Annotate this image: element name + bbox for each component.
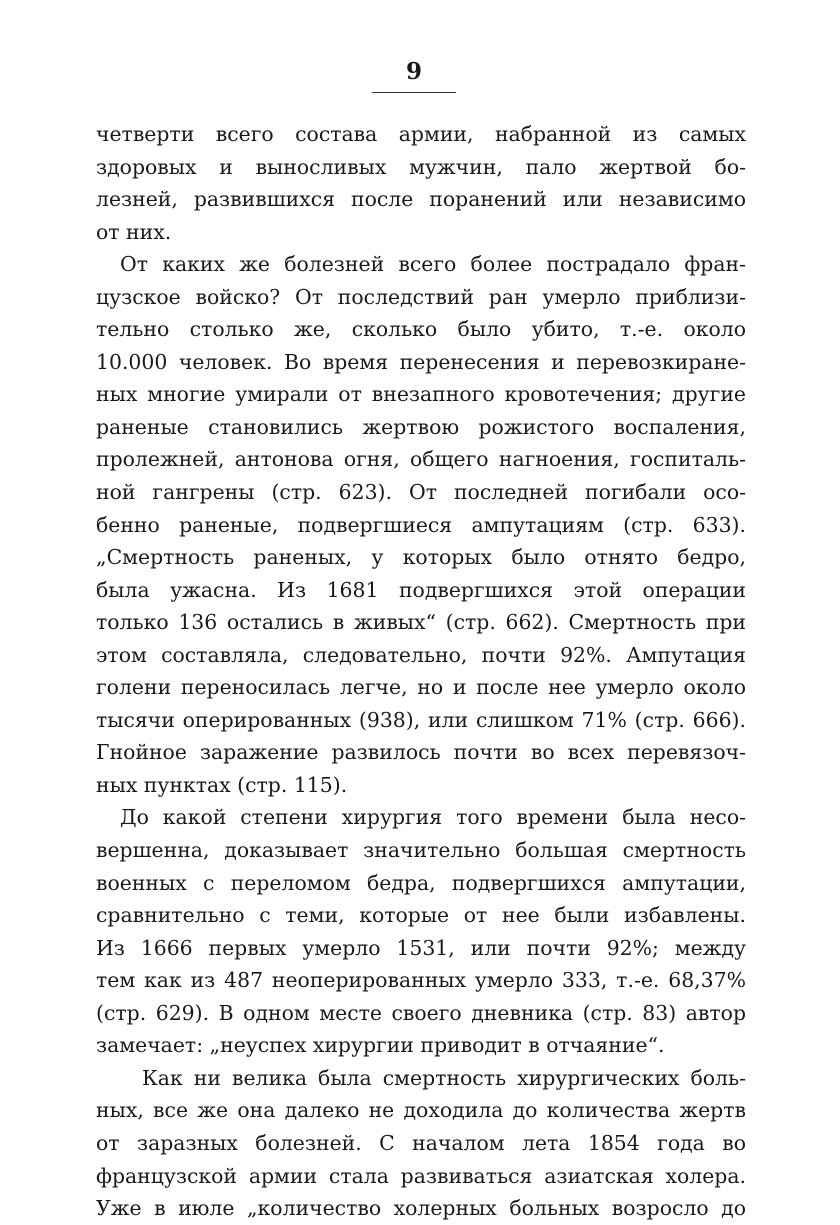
text-line: От каких же болезней всего более пострадало фран- [120, 252, 746, 277]
text-line: раненые становились жертвою рожистого воспаления, [96, 414, 746, 439]
text-line: сравнительно с теми, которые от нее были избавлены. [96, 903, 746, 928]
text-line: этом составляла, следовательно, почти 92%. Ампутация [96, 642, 746, 667]
text-line: бенно раненые, подвергшиеся ампутациям (стр. 633). [96, 512, 746, 537]
text-line: замечает: „неуспех хирургии приводит в отчаяние“. [96, 1033, 665, 1058]
text-line: голени переносилась легче, но и после нее умерло около [96, 675, 746, 700]
text-line: четверти всего состава армии, набранной из самых [96, 122, 746, 146]
text-line: (стр. 629). В одном месте своего дневника (стр. 83) автор [96, 1000, 746, 1025]
text-line: вершенна, доказывает значительно большая смертность [96, 838, 746, 863]
text-line: цузское войско? От последствий ран умерло приблизи- [96, 284, 746, 309]
text-line: „Смертность раненых, у которых было отнято бедро, [96, 545, 746, 570]
text-line: тем как из 487 неоперированных умерло 333, т.-е. 68,37% [96, 968, 746, 993]
text-line: Уже в июле „количество холерных больных возросло до [96, 1196, 746, 1221]
text-line: Из 1666 первых умерло 1531, или почти 92%; между [96, 935, 746, 960]
text-line: здоровых и выносливых мужчин, пало жертвой бо- [96, 154, 746, 179]
body-text [96, 118, 746, 1225]
page-number: 9 [405, 58, 422, 85]
header-rule [372, 92, 456, 93]
text-line: ных, все же она далеко не доходила до количества жертв [96, 1098, 746, 1123]
text-line: 10.000 человек. Во время перенесения и перевозкиране- [96, 349, 746, 374]
text-line: Как ни велика была смертность хирургических боль- [142, 1065, 746, 1090]
text-line: тысячи оперированных (938), или слишком 71% (стр. 666). [96, 707, 746, 732]
text-line: только 136 остались в живых“ (стр. 662). Смертность при [96, 610, 746, 635]
text-line: военных с переломом бедра, подвергшихся ампутации, [96, 870, 746, 895]
text-line: была ужасна. Из 1681 подвергшихся этой операции [96, 577, 746, 602]
text-line: ных пунктах (стр. 115). [96, 772, 348, 797]
text-line: от них. [96, 219, 172, 244]
text-line: ной гангрены (стр. 623). От последней погибали осо- [96, 480, 746, 505]
text-line: До какой степени хирургия того времени была несо- [120, 805, 746, 830]
text-line: Гнойное заражение развилось почти во всех перевязоч- [96, 740, 746, 765]
text-line: лезней, развившихся после поранений или независимо [96, 187, 746, 212]
text-line: от заразных болезней. С началом лета 1854 года во [96, 1130, 746, 1155]
text-line: пролежней, антонова огня, общего нагноения, госпиталь- [96, 447, 746, 472]
text-line: ных многие умирали от внезапного кровотечения; другие [96, 382, 746, 407]
text-line: тельно столько же, сколько было убито, т.-е. около [96, 317, 746, 342]
text-line: французской армии стала развиваться азиатская холера. [96, 1163, 746, 1188]
